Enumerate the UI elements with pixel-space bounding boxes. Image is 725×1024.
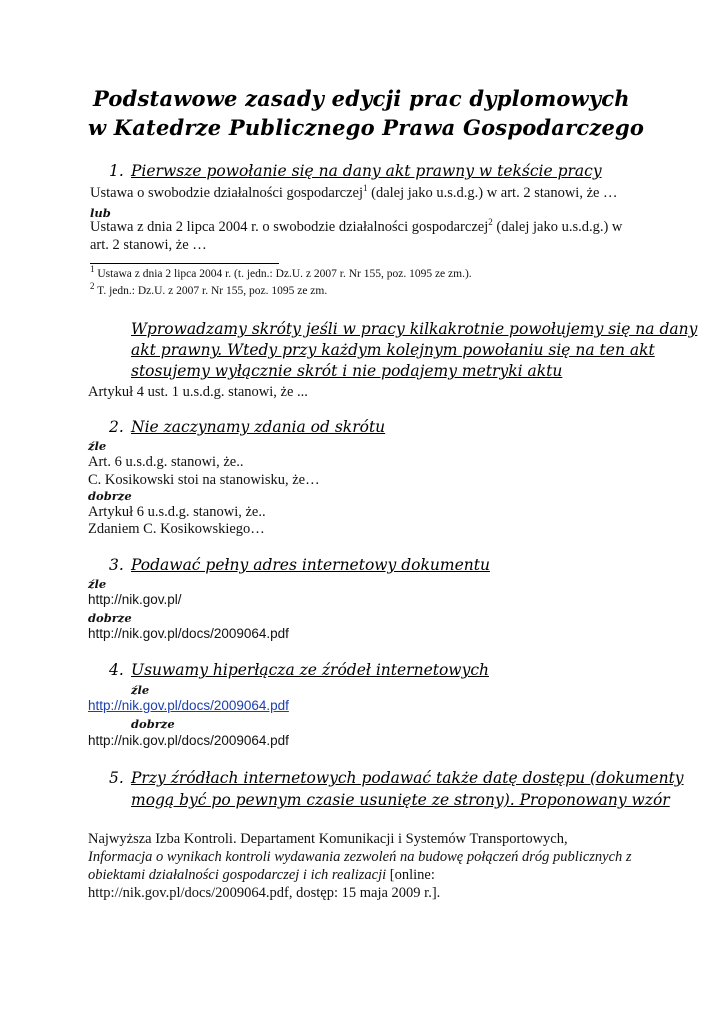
section-5-heading-line-1: Przy źródłach internetowych podawać także datę dostępu (dokumenty [131, 769, 684, 787]
citation-online-label: [online: [386, 867, 435, 883]
section-5-heading-line-2: mogą być po pewnym czasie usunięte ze strony). Proponowany wzór [131, 791, 670, 809]
footnote-1-number: 1 [90, 264, 95, 275]
footnote-1 [90, 264, 472, 280]
footnote-ref-1: 1 [363, 183, 368, 194]
section-2-number: 2. [109, 418, 124, 436]
section-1-number: 1. [109, 162, 124, 180]
citation-line-3 [88, 867, 435, 884]
section-1-example-2-line-2: art. 2 stanowi, że … [90, 237, 207, 253]
citation-line-4: http://nik.gov.pl/docs/2009064.pdf, dostęp: 15 maja 2009 r.]. [88, 885, 441, 901]
section-4-number: 4. [109, 661, 124, 679]
section-4-bad-label: źle [131, 683, 150, 697]
citation-line-2: Informacja o wynikach kontroli wydawania zezwoleń na budowę połączeń dróg publicznych z [88, 849, 632, 865]
title-line-1: Podstawowe zasady edycji prac dyplomowych [93, 86, 630, 111]
note-example: Artykuł 4 ust. 1 u.s.d.g. stanowi, że ... [88, 384, 308, 400]
section-3-bad-url: http://nik.gov.pl/ [88, 592, 182, 607]
section-2-good-label: dobrze [88, 489, 132, 503]
section-3-heading: Podawać pełny adres internetowy dokumentu [131, 556, 490, 574]
section-1-heading: Pierwsze powołanie się na dany akt prawny w tekście pracy [131, 162, 602, 180]
section-2-good-1: Artykuł 6 u.s.d.g. stanowi, że.. [88, 504, 266, 520]
section-3-number: 3. [109, 556, 124, 574]
section-2-good-2: Zdaniem C. Kosikowskiego… [88, 521, 265, 537]
example-2-text: Ustawa z dnia 2 lipca 2004 r. o swobodzie działalności gospodarczej [90, 219, 489, 235]
footnote-2 [90, 281, 328, 297]
section-2-bad-1: Art. 6 u.s.d.g. stanowi, że.. [88, 454, 244, 470]
footnote-separator [90, 263, 279, 264]
section-4-heading: Usuwamy hiperłącza ze źródeł internetowych [131, 661, 489, 679]
section-2-bad-label: źle [88, 439, 107, 453]
footnote-ref-2: 2 [488, 217, 493, 228]
footnote-2-text: T. jedn.: Dz.U. z 2007 r. Nr 155, poz. 1095 ze zm. [94, 285, 328, 297]
section-4-good-url: http://nik.gov.pl/docs/2009064.pdf [88, 733, 289, 748]
section-3-good-label: dobrze [88, 611, 132, 625]
section-4-bad-hyperlink[interactable]: http://nik.gov.pl/docs/2009064.pdf [88, 698, 289, 713]
citation-title-end: obiektami działalności gospodarczej i ich realizacji [88, 867, 387, 883]
section-5-number: 5. [109, 769, 124, 787]
section-4-good-label: dobrze [131, 717, 175, 731]
footnote-2-number: 2 [90, 281, 95, 292]
note-line-1: Wprowadzamy skróty jeśli w pracy kilkakrotnie powołujemy się na dany [131, 320, 698, 338]
example-1-text: Ustawa o swobodzie działalności gospodarczej [90, 185, 363, 201]
section-3-bad-label: źle [88, 577, 107, 591]
example-2-text-end: (dalej jako u.s.d.g.) w [492, 219, 623, 235]
section-3-good-url: http://nik.gov.pl/docs/2009064.pdf [88, 626, 289, 641]
section-2-heading: Nie zaczynamy zdania od skrótu [131, 418, 386, 436]
note-line-3: stosujemy wyłącznie skrót i nie podajemy metryki aktu [131, 362, 563, 380]
section-1-example-1 [90, 185, 618, 202]
or-label: lub [90, 206, 111, 220]
note-line-2: akt prawny. Wtedy przy każdym kolejnym powołaniu się na ten akt [131, 341, 655, 359]
title-line-2: w Katedrze Publicznego Prawa Gospodarczego [88, 115, 645, 140]
citation-line-1: Najwyższa Izba Kontroli. Departament Komunikacji i Systemów Transportowych, [88, 831, 568, 847]
example-1-text-end: (dalej jako u.s.d.g.) w art. 2 stanowi, że … [367, 185, 618, 201]
section-1-example-2-line-1 [90, 219, 622, 236]
section-2-bad-2: C. Kosikowski stoi na stanowisku, że… [88, 472, 320, 488]
footnote-1-text: Ustawa z dnia 2 lipca 2004 r. (t. jedn.: Dz.U. z 2007 r. Nr 155, poz. 1095 ze zm.). [94, 268, 472, 280]
